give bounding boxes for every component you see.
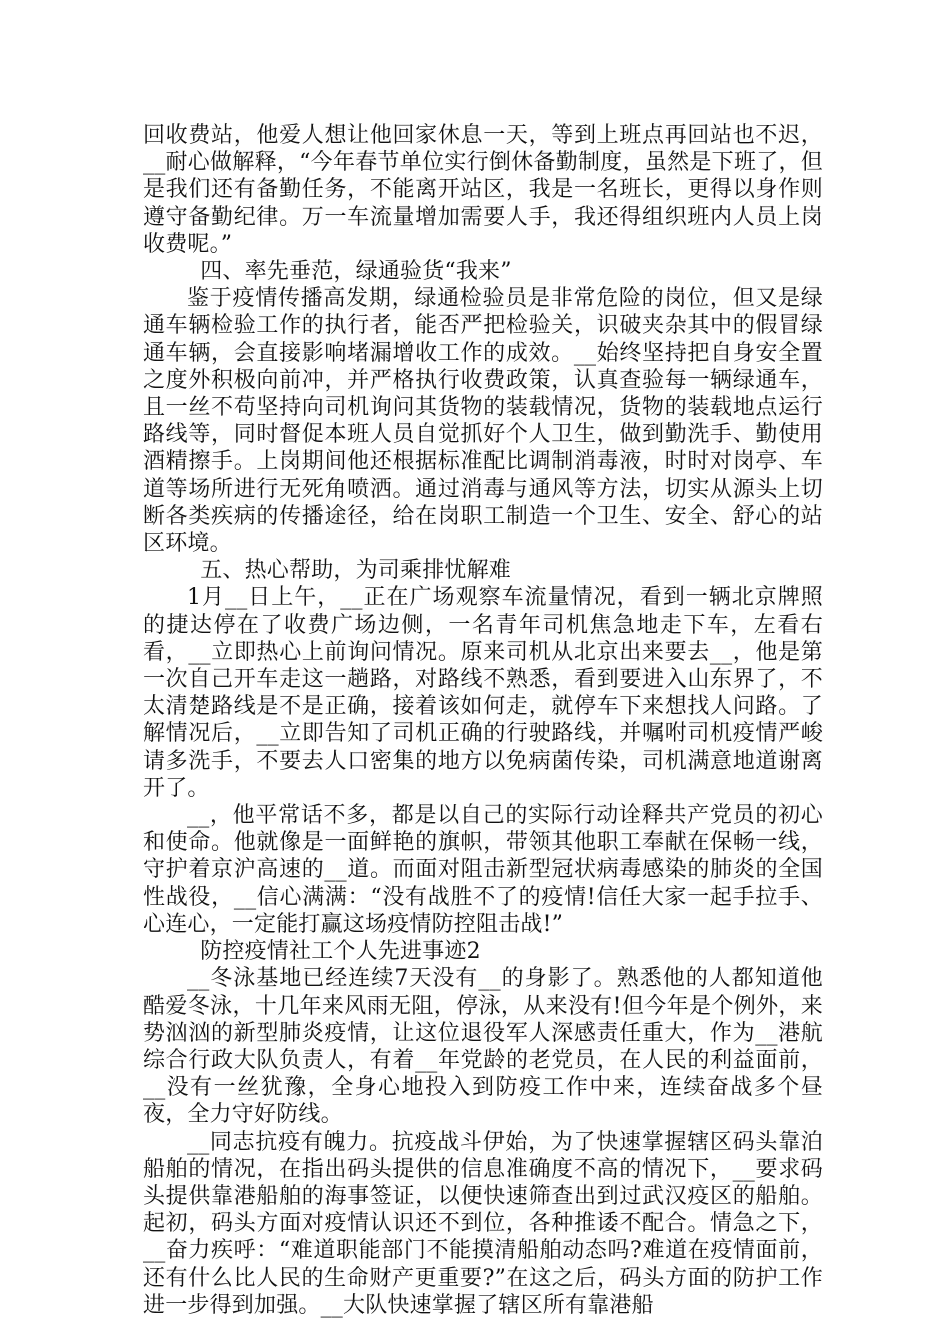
paragraph-helping-driver: 1月__日上午，__正在广场观察车流量情况，看到一辆北京牌照的捷达停在了收费广场边侧，一名青年司机焦急地走下车，左看右看，__立即热心上前询问情况。原来司机从北京出来要去__，他是第一次自己开车走这一趟路，对路线不熟悉，看到要进入山东界了，不太清楚路线是不是正确，接着该如何走，就停车下来想找人问路。了解情况后，__立即告知了司机正确的行驶路线，并嘱咐司机疫情严峻请多洗手，不要去人口密集的地方以免病菌传染，司机满意地道谢离开了。 — [143, 585, 823, 801]
paragraph-winter-swim: __冬泳基地已经连续7天没有__的身影了。熟悉他的人都知道他酷爱冬泳，十几年来风雨无阻，停泳，从来没有!但今年是个例外，来势汹汹的新型肺炎疫情，让这位退役军人深感责任重大，作为__港航综合行政大队负责人，有着__年党龄的老党员，在人民的利益面前，__没有一丝犹豫，全身心地投入到防疫工作中来，连续奋战多个昼夜，全力守好防线。 — [143, 966, 823, 1128]
paragraph-port-ships: __同志抗疫有魄力。抗疫战斗伊始，为了快速掌握辖区码头靠泊船舶的情况，在指出码头提供的信息准确度不高的情况下，__要求码头提供靠港船舶的海事签证，以便快速筛查出到过武汉疫区的船舶。起初，码头方面对疫情认识还不到位，各种推诿不配合。情急之下，__奋力疾呼：“难道职能部门不能摸清船舶动态吗?难道在疫情面前，还有什么比人民的生命财产更重要?”在这之后，码头方面的防护工作进一步得到加强。__大队快速掌握了辖区所有靠港船 — [143, 1129, 823, 1318]
section-heading-four: 四、率先垂范，绿通验货“我来” — [200, 259, 512, 285]
paragraph-green-channel: 鉴于疫情传播高发期，绿通检验员是非常危险的岗位，但又是绿通车辆检验工作的执行者，能否严把检验关，识破夹杂其中的假冒绿通车辆，会直接影响堵漏增收工作的成效。__始终坚持把自身安全置之度外积极向前冲，并严格执行收费政策，认真查验每一辆绿通车，且一丝不苟坚持向司机询问其货物的装载情况，货物的装载地点运行路线等，同时督促本班人员自觉抓好个人卫生，做到勤洗手、勤使用酒精擦手。上岗期间他还根据标准配比调制消毒液，时时对岗亭、车道等场所进行无死角喷洒。通过消毒与通风等方法，切实从源头上切断各类疾病的传播途径，给在岗职工制造一个卫生、安全、舒心的站区环境。 — [143, 286, 823, 557]
paragraph-summary: __，他平常话不多，都是以自己的实际行动诠释共产党员的初心和使命。他就像是一面鲜艳的旗帜，带领其他职工奉献在保畅一线，守护着京沪高速的__道。而面对阻击新型冠状病毒感染的肺炎的全国性战役，__信心满满：“没有战胜不了的疫情!信任大家一起手拉手、心连心，一定能打赢这场疫情防控阻击战!” — [143, 803, 823, 937]
article-title-2: 防控疫情社工个人先进事迹2 — [200, 939, 481, 965]
paragraph-continuation: 回收费站，他爱人想让他回家休息一天，等到上班点再回站也不迟，__耐心做解释，“今年春节单位实行倒休备勤制度，虽然是下班了，但是我们还有备勤任务，不能离开站区，我是一名班长，更得以身作则遵守备勤纪律。万一车流量增加需要人手，我还得组织班内人员上岗收费呢。” — [143, 123, 823, 257]
document-page — [143, 122, 823, 1319]
section-heading-five: 五、热心帮助，为司乘排忧解难 — [200, 558, 511, 584]
